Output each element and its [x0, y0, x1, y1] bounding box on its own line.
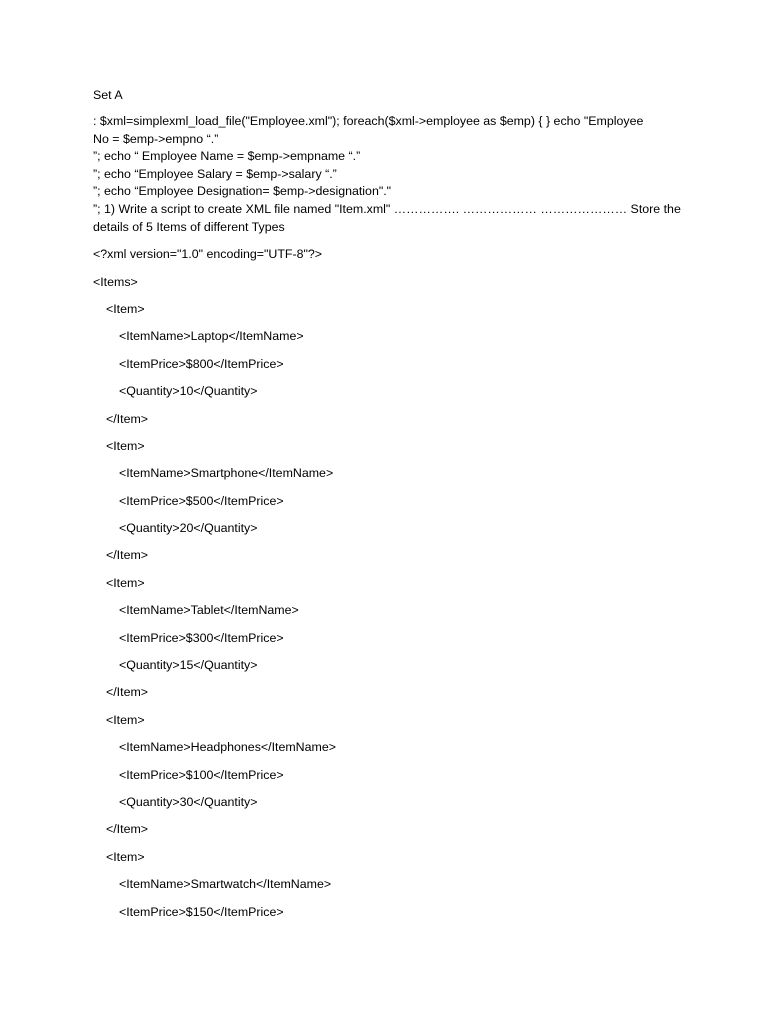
intro-line: ”; echo “ Employee Name = $emp->empname “.”	[93, 149, 361, 164]
document-page	[93, 86, 683, 930]
xml-code-line: <Quantity>30</Quantity>	[119, 794, 258, 809]
xml-code-line: <ItemName>Smartphone</ItemName>	[119, 466, 334, 481]
xml-code-line: <ItemPrice>$800</ItemPrice>	[119, 356, 284, 371]
xml-code-line: <Quantity>10</Quantity>	[119, 384, 258, 399]
xml-code-block	[93, 245, 683, 930]
xml-code-line: <ItemPrice>$300</ItemPrice>	[119, 630, 284, 645]
xml-code-line: <Items>	[93, 274, 138, 289]
document-heading: Set A	[93, 88, 123, 102]
xml-code-line: </Item>	[106, 411, 149, 426]
intro-line: ”; echo “Employee Salary = $emp->salary “.”	[93, 166, 337, 181]
intro-line: ”; 1) Write a script to create XML file named "Item.xml" ……………. ……………… ………………… Store the	[93, 201, 681, 216]
intro-line: ”; echo “Employee Designation= $emp->designation"."	[93, 184, 392, 199]
xml-code-line: <Item>	[106, 849, 145, 864]
xml-code-line: <Item>	[106, 301, 145, 316]
xml-code-line: <ItemPrice>$100</ItemPrice>	[119, 767, 284, 782]
xml-code-line: <ItemPrice>$500</ItemPrice>	[119, 493, 284, 508]
xml-code-line: <ItemPrice>$150</ItemPrice>	[119, 904, 284, 919]
intro-paragraph	[93, 113, 683, 236]
xml-code-line: <Quantity>15</Quantity>	[119, 658, 258, 673]
xml-code-line: <ItemName>Smartwatch</ItemName>	[119, 877, 332, 892]
xml-code-line: <ItemName>Laptop</ItemName>	[119, 329, 304, 344]
xml-code-line: <Item>	[106, 712, 145, 727]
xml-code-line: </Item>	[106, 822, 149, 837]
xml-code-line: <?xml version="1.0" encoding="UTF-8"?>	[93, 247, 323, 262]
xml-code-line: </Item>	[106, 685, 149, 700]
xml-code-line: </Item>	[106, 548, 149, 563]
xml-code-line: <ItemName>Tablet</ItemName>	[119, 603, 299, 618]
xml-code-line: <Item>	[106, 438, 145, 453]
intro-line: details of 5 Items of different Types	[93, 219, 285, 234]
xml-code-line: <ItemName>Headphones</ItemName>	[119, 740, 336, 755]
intro-line: : $xml=simplexml_load_file("Employee.xml"); foreach($xml->employee as $emp) { } echo "Employee	[93, 114, 644, 128]
intro-line: No = $emp->empno “.”	[93, 131, 219, 146]
xml-code-line: <Quantity>20</Quantity>	[119, 521, 258, 536]
xml-code-line: <Item>	[106, 575, 145, 590]
